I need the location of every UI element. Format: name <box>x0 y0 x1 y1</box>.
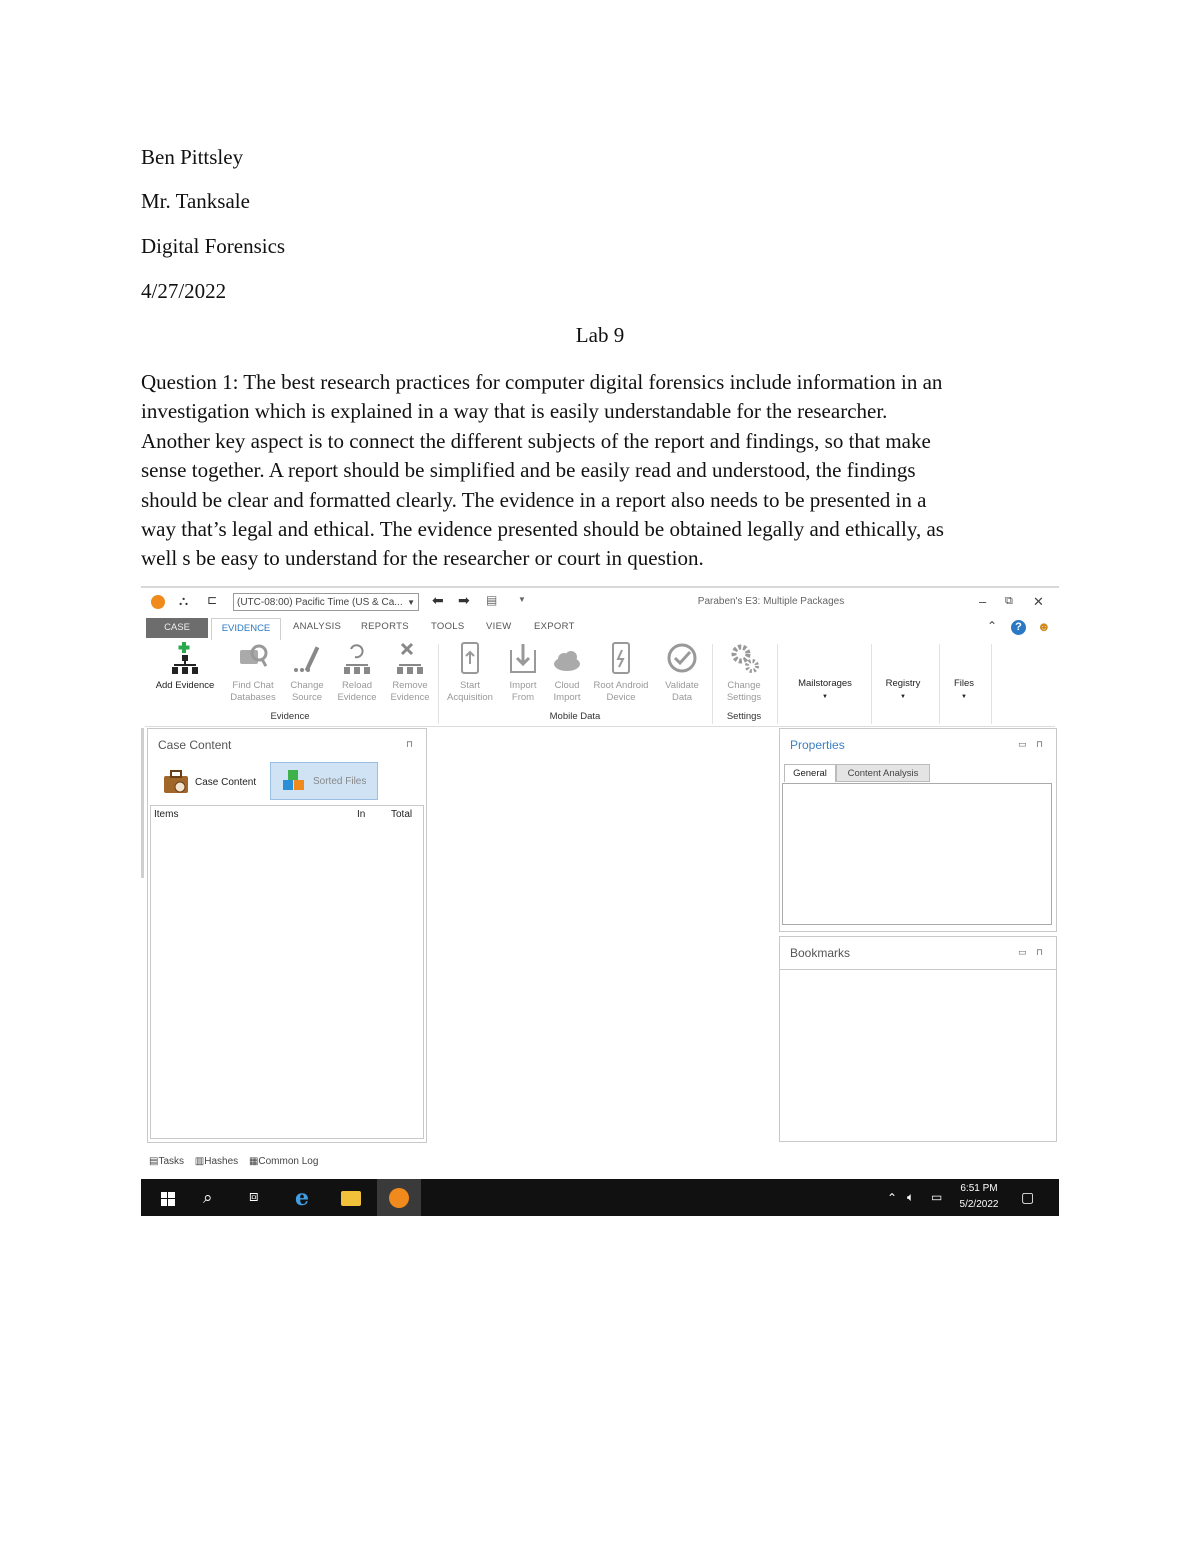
pin-icon[interactable]: ⊓ <box>1036 739 1044 749</box>
reload-label-2: Evidence <box>337 692 377 703</box>
minimize-icon[interactable]: – <box>979 594 987 609</box>
tab-tools[interactable]: TOOLS <box>431 621 465 632</box>
mailstorages-label: Mailstorages <box>798 678 852 689</box>
case-content-tab[interactable] <box>158 765 270 801</box>
change-source-label: Change <box>290 680 324 691</box>
document-title: Lab 9 <box>575 323 625 347</box>
chevron-down-icon: ▼ <box>961 694 967 700</box>
registry-label: Registry <box>885 678 921 689</box>
tasks-icon: ▤ <box>149 1156 159 1167</box>
sorted-files-tab-label: Sorted Files <box>313 776 367 787</box>
tab-case[interactable]: CASE <box>146 618 208 638</box>
internet-explorer-icon[interactable]: e <box>295 1185 309 1211</box>
remove-evidence-icon <box>395 642 425 676</box>
instructor-name: Mr. Tanksale <box>141 189 250 213</box>
case-items-table <box>150 805 424 1139</box>
case-content-title: Case Content <box>158 738 232 752</box>
restore-icon[interactable]: ▭ <box>1018 947 1027 957</box>
settings-group-label: Settings <box>726 711 762 722</box>
case-content-panel <box>147 728 427 1143</box>
add-evidence-label: Add Evidence <box>155 680 215 691</box>
help-icon[interactable]: ? <box>1011 620 1026 635</box>
find-chat-databases-button[interactable] <box>223 642 283 704</box>
restore-icon[interactable]: ⧉ <box>1005 595 1013 607</box>
root-label: Root Android <box>593 680 649 691</box>
chevron-down-icon: ▼ <box>822 694 828 700</box>
left-edge-bar <box>141 728 144 878</box>
course-name: Digital Forensics <box>141 234 286 258</box>
settings-label-2: Settings <box>726 692 762 703</box>
user-icon[interactable]: ☻ <box>1037 619 1051 634</box>
paragraph-line: sense together. A report should be simplified and be easily read and understood, the findings <box>141 458 916 483</box>
bookmarks-panel <box>779 936 1057 1142</box>
remove-label-2: Evidence <box>390 692 430 703</box>
taskbar-date[interactable]: 5/2/2022 <box>959 1199 999 1210</box>
tab-export[interactable]: EXPORT <box>534 621 575 632</box>
properties-panel <box>779 728 1057 932</box>
windows-taskbar <box>141 1179 1059 1216</box>
validate-label: Validate <box>665 680 699 691</box>
root-android-device-button[interactable] <box>589 642 653 704</box>
common-log-tab[interactable]: Common Log <box>258 1156 319 1167</box>
app-title: Paraben's E3: Multiple Packages <box>697 596 845 607</box>
column-items[interactable]: Items <box>154 809 179 820</box>
start-label: Start <box>459 680 481 691</box>
task-view-icon[interactable]: ⧈ <box>249 1188 259 1205</box>
tab-evidence[interactable]: EVIDENCE <box>211 618 281 640</box>
timezone-value: (UTC-08:00) Pacific Time (US & Ca... <box>237 597 403 608</box>
chevron-down-icon: ▼ <box>407 598 415 607</box>
cloud-label: Cloud <box>554 680 580 691</box>
paragraph-line: Question 1: The best research practices for computer digital forensics include information in an <box>141 370 943 394</box>
briefcase-icon <box>162 769 190 795</box>
paraben-taskbar-button[interactable] <box>377 1179 421 1216</box>
reload-evidence-button[interactable] <box>331 642 383 704</box>
taskbar-time[interactable]: 6:51 PM <box>960 1183 998 1194</box>
reload-label: Reload <box>341 680 373 691</box>
log-icon: ▦ <box>248 1156 259 1167</box>
add-evidence-quick-icon[interactable]: ⛬ <box>179 593 189 608</box>
hashes-icon: ▥ <box>194 1156 205 1167</box>
mailstorages-dropdown[interactable] <box>785 678 865 703</box>
change-source-icon <box>292 642 322 676</box>
question-1-paragraph <box>141 368 1061 574</box>
start-label-2: Acquisition <box>447 692 493 703</box>
sorted-files-tab[interactable] <box>270 762 378 800</box>
bookmarks-title: Bookmarks <box>790 946 851 960</box>
case-content-tab-label: Case Content <box>195 777 257 788</box>
customize-dropdown-icon[interactable]: ▼ <box>518 595 526 604</box>
hashes-tab[interactable]: Hashes <box>204 1156 239 1167</box>
root-phone-icon <box>606 642 636 676</box>
files-dropdown[interactable] <box>943 678 985 703</box>
paragraph-line: Another key aspect is to connect the different subjects of the report and findings, so that make <box>141 428 931 453</box>
root-label-2: Device <box>606 692 636 703</box>
e3-screenshot <box>141 586 1059 1216</box>
remove-evidence-button[interactable] <box>383 642 437 704</box>
cubes-icon <box>281 768 307 794</box>
network-icon[interactable]: ▭ <box>931 1190 943 1204</box>
cloud-import-button[interactable] <box>545 642 589 704</box>
import-label: Import <box>509 680 537 691</box>
close-icon[interactable]: ✕ <box>1033 594 1044 609</box>
reload-evidence-icon <box>342 642 372 676</box>
start-acquisition-button[interactable] <box>441 642 499 704</box>
properties-title: Properties <box>790 738 845 752</box>
phone-icon <box>455 642 485 676</box>
ribbon-divider <box>991 644 992 724</box>
tab-general[interactable]: General <box>784 764 836 782</box>
registry-dropdown[interactable] <box>873 678 933 703</box>
gear-icon <box>729 642 759 676</box>
pin-icon[interactable]: ⊓ <box>1036 947 1044 957</box>
import-from-button[interactable] <box>501 642 545 704</box>
ribbon-divider <box>777 644 778 724</box>
tab-reports[interactable]: REPORTS <box>361 621 409 632</box>
list-icon[interactable]: ▤ <box>486 593 498 607</box>
windows-start-icon[interactable] <box>161 1192 175 1206</box>
timezone-select[interactable] <box>233 593 419 611</box>
chevron-down-icon: ▼ <box>900 694 906 700</box>
column-total[interactable]: Total <box>391 809 413 820</box>
collapse-ribbon-icon[interactable]: ⌃ <box>987 619 998 633</box>
change-source-label-2: Source <box>291 692 323 703</box>
change-source-button[interactable] <box>281 642 333 704</box>
cloud-label-2: Import <box>553 692 581 703</box>
tasks-tab[interactable]: Tasks <box>158 1156 185 1167</box>
tab-analysis[interactable]: ANALYSIS <box>293 621 342 632</box>
find-chat-label-2: Databases <box>230 692 276 703</box>
file-explorer-icon[interactable] <box>341 1191 361 1206</box>
ribbon-divider <box>712 644 713 724</box>
paraben-app-icon <box>389 1188 409 1208</box>
properties-content-area <box>782 783 1052 925</box>
validate-icon <box>667 642 697 676</box>
bookmarks-divider <box>780 969 1056 970</box>
remove-label: Remove <box>392 680 428 691</box>
paragraph-line: investigation which is explained in a way that is easily understandable for the researcher. <box>141 399 888 424</box>
paragraph-line: well s be easy to understand for the researcher or court in question. <box>141 546 704 571</box>
forward-arrow-icon[interactable]: ➡ <box>458 592 470 608</box>
change-settings-button[interactable] <box>717 642 771 704</box>
add-evidence-icon <box>170 642 200 676</box>
back-arrow-icon[interactable]: ⬅ <box>432 592 444 608</box>
ribbon <box>145 638 1055 727</box>
find-chat-label: Find Chat <box>232 680 274 691</box>
column-in[interactable]: In <box>357 809 366 820</box>
mobile-data-group-label: Mobile Data <box>549 711 601 722</box>
notifications-icon[interactable]: ▢ <box>1021 1189 1035 1205</box>
validate-label-2: Data <box>671 692 693 703</box>
ribbon-divider <box>438 644 439 724</box>
validate-data-button[interactable] <box>657 642 707 704</box>
tray-chevron-up-icon[interactable]: ⌃ <box>887 1191 898 1205</box>
author-name: Ben Pittsley <box>141 145 244 169</box>
tab-view[interactable]: VIEW <box>486 621 512 632</box>
ribbon-divider <box>939 644 940 724</box>
cloud-icon <box>552 642 582 676</box>
files-label: Files <box>953 678 975 689</box>
settings-label: Change <box>727 680 761 691</box>
tree-quick-icon[interactable]: ⊏ <box>207 593 218 607</box>
ribbon-divider <box>871 644 872 724</box>
app-logo-icon <box>151 595 165 609</box>
paragraph-line: way that’s legal and ethical. The evidence presented should be obtained legally and ethically, as <box>141 517 944 542</box>
bottom-status-bar <box>149 1156 318 1167</box>
pin-icon[interactable]: ⊓ <box>406 739 414 749</box>
ribbon-tabs <box>141 618 1059 638</box>
import-icon <box>508 642 538 676</box>
restore-icon[interactable]: ▭ <box>1018 739 1027 749</box>
volume-muted-icon[interactable]: 🔈︎ <box>907 1190 915 1204</box>
search-icon[interactable]: ⌕ <box>203 1188 213 1207</box>
paragraph-line: should be clear and formatted clearly. The evidence in a report also needs to be presented in a <box>141 487 927 512</box>
document-date: 4/27/2022 <box>141 279 227 303</box>
tab-content-analysis[interactable]: Content Analysis <box>836 764 930 782</box>
import-label-2: From <box>511 692 535 703</box>
evidence-group-label: Evidence <box>270 711 310 722</box>
add-evidence-button[interactable] <box>150 642 220 692</box>
find-chat-icon <box>238 642 268 676</box>
